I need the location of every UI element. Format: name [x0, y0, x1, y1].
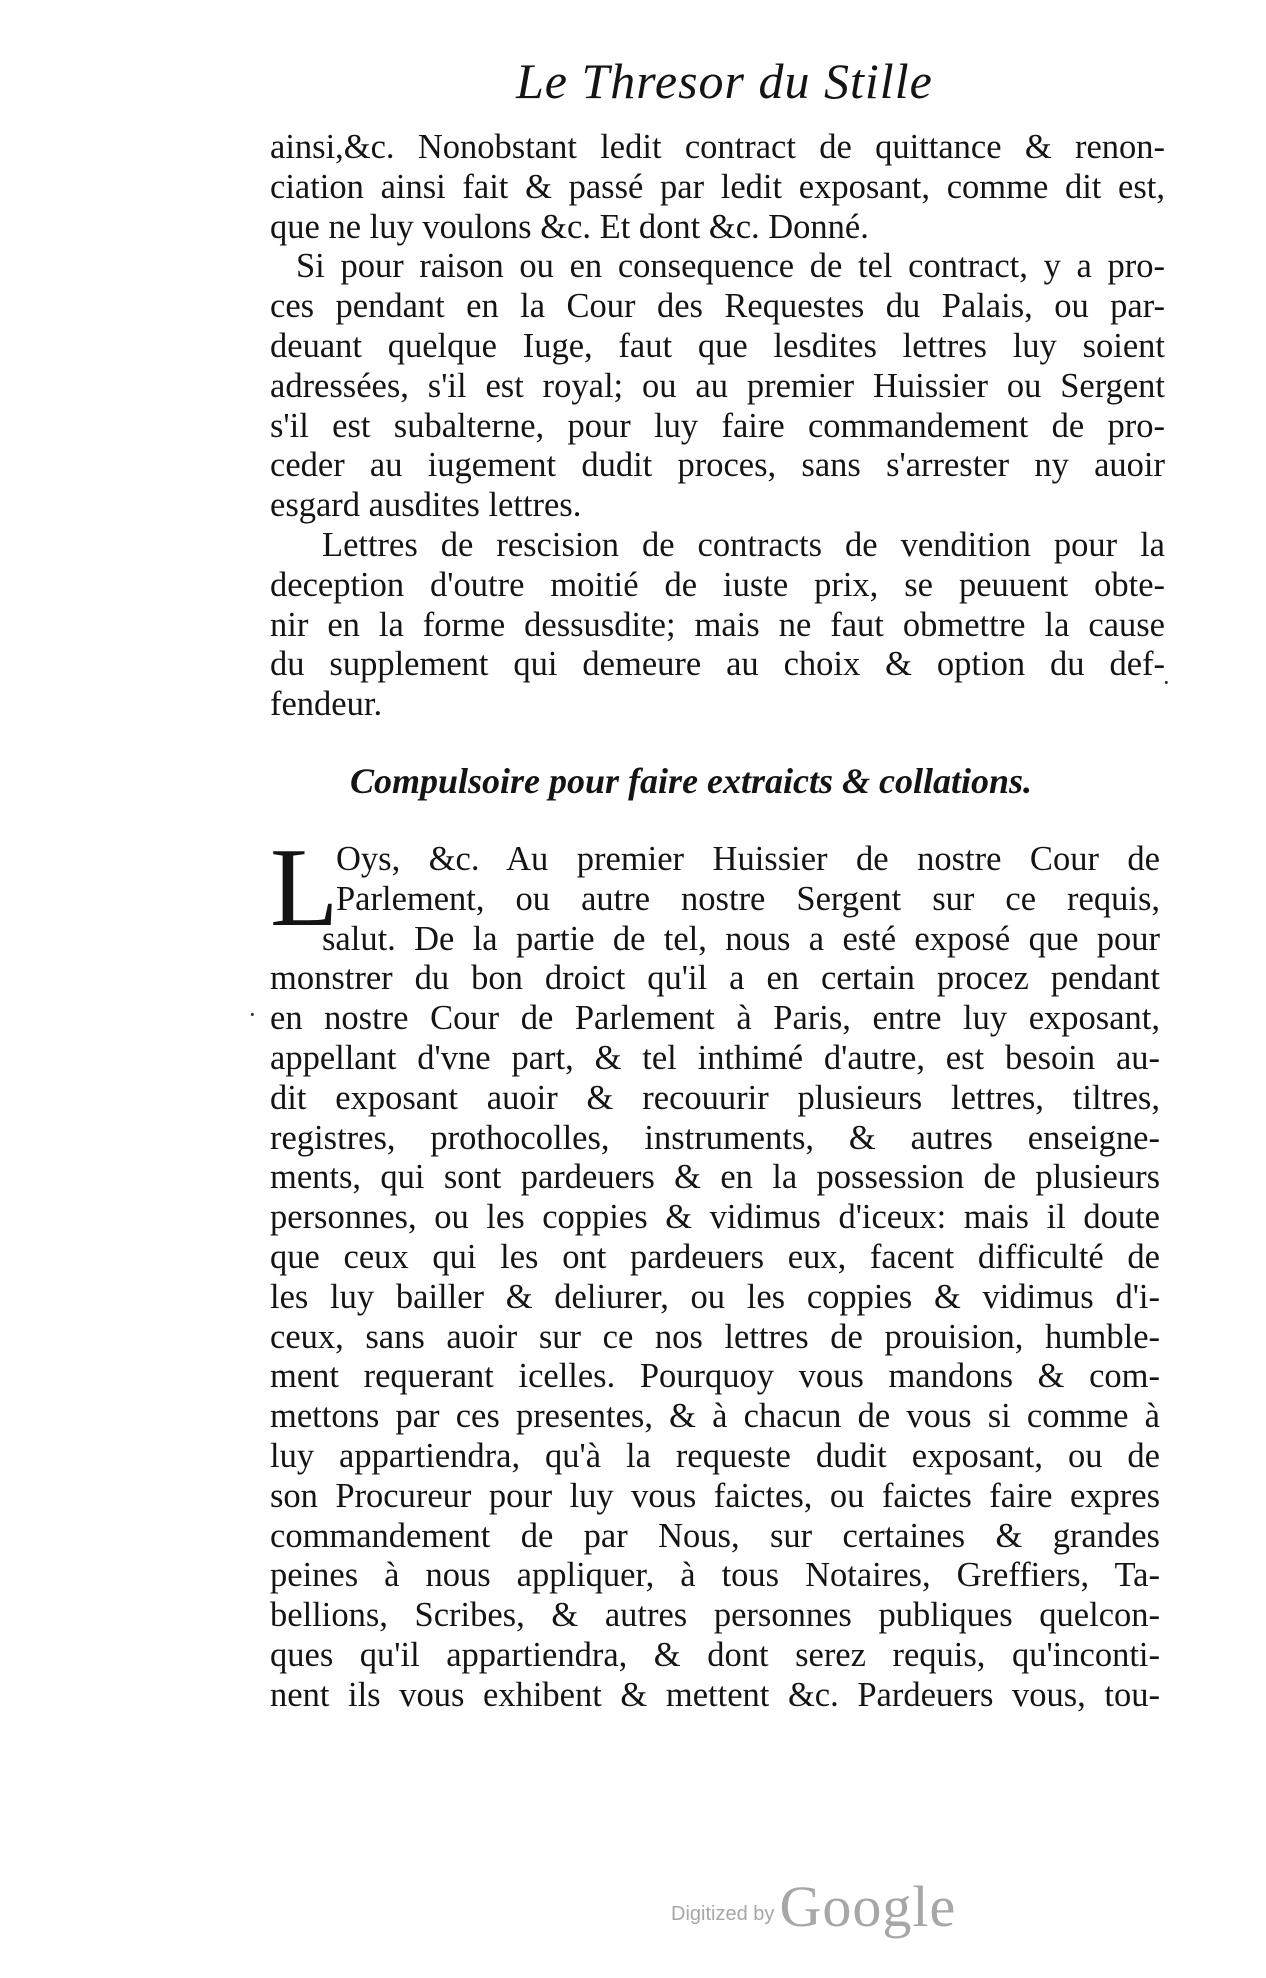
text-line: ment requerant icelles. Pourquoy vous mandons & com-	[270, 1357, 1160, 1396]
text-block-top	[270, 128, 1165, 725]
text-line: personnes, ou les coppies & vidimus d'iceux: mais il doute	[270, 1198, 1160, 1237]
running-head: Le Thresor du Stille	[516, 53, 933, 109]
text-line: luy appartiendra, qu'à la requeste dudit exposant, ou de	[270, 1436, 1160, 1475]
section-heading: Compulsoire pour faire extraicts & collations.	[350, 761, 1033, 801]
text-line: appellant d'vne part, & tel inthimé d'autre, est besoin au-	[270, 1038, 1160, 1077]
watermark-small-text: Digitized by	[671, 1903, 775, 1925]
text-line: son Procureur pour luy vous faictes, ou faictes faire expres	[270, 1476, 1160, 1515]
text-line: Parlement, ou autre nostre Sergent sur ce requis,	[336, 879, 1160, 918]
text-line: ques qu'il appartiendra, & dont serez requis, qu'inconti-	[270, 1635, 1160, 1674]
text-line: monstrer du bon droict qu'il a en certain procez pendant	[270, 959, 1160, 998]
text-line: adressées, s'il est royal; ou au premier Huissier ou Sergent	[270, 366, 1165, 405]
text-line: ces pendant en la Cour des Requestes du Palais, ou par-	[270, 287, 1165, 326]
text-line: nir en la forme dessusdite; mais ne faut obmettre la cause	[270, 605, 1165, 644]
text-line: salut. De la partie de tel, nous a esté exposé que pour	[322, 919, 1160, 958]
text-line: Oys, &c. Au premier Huissier de nostre Cour de	[336, 840, 1160, 878]
text-line: Si pour raison ou en consequence de tel contract, y a pro-	[296, 247, 1165, 286]
text-line: commandement de par Nous, sur certaines & grandes	[270, 1516, 1160, 1555]
text-line: bellions, Scribes, & autres personnes publiques quelcon-	[270, 1596, 1160, 1635]
text-block-main	[270, 826, 1160, 1716]
text-line: que ceux qui les ont pardeuers eux, facent difficulté de	[270, 1237, 1160, 1276]
text-line: les luy bailler & deliurer, ou les coppies & vidimus d'i-	[270, 1277, 1160, 1316]
text-line: esgard ausdites lettres.	[270, 486, 582, 525]
text-line: ciation ainsi fait & passé par ledit exposant, comme dit est,	[270, 167, 1165, 206]
text-line: ceder au iugement dudit proces, sans s'arrester ny auoir	[270, 446, 1165, 485]
text-line: dit exposant auoir & recouurir plusieurs lettres, tiltres,	[270, 1078, 1160, 1117]
text-line: s'il est subalterne, pour luy faire commandement de pro-	[270, 406, 1165, 445]
text-line: registres, prothocolles, instruments, & autres enseigne-	[270, 1118, 1160, 1157]
text-line: en nostre Cour de Parlement à Paris, entre luy exposant,	[270, 999, 1160, 1038]
margin-speck: ·	[248, 1000, 257, 1029]
text-line: ments, qui sont pardeuers & en la possession de plusieurs	[270, 1158, 1160, 1197]
text-line: ainsi,&c. Nonobstant ledit contract de quittance & renon-	[270, 128, 1165, 166]
text-line: nent ils vous exhibent & mettent &c. Pardeuers vous, tou-	[270, 1675, 1160, 1714]
text-line: fendeur.	[270, 685, 383, 724]
text-line: deuant quelque Iuge, faut que lesdites lettres luy soient	[270, 326, 1165, 365]
text-line: ceux, sans auoir sur ce nos lettres de prouision, humble-	[270, 1317, 1160, 1356]
drop-cap: L	[270, 826, 339, 950]
text-line: mettons par ces presentes, & à chacun de vous si comme à	[270, 1397, 1160, 1436]
google-logo: Google	[779, 1874, 957, 1939]
text-line: peines à nous appliquer, à tous Notaires, Greffiers, Ta-	[270, 1556, 1160, 1595]
text-line: que ne luy voulons &c. Et dont &c. Donné.	[270, 207, 869, 246]
text-line: Lettres de rescision de contracts de vendition pour la	[322, 525, 1165, 564]
margin-speck: ·	[1162, 668, 1171, 697]
text-line: du supplement qui demeure au choix & option du def-	[270, 645, 1165, 684]
digitized-watermark	[671, 1873, 956, 1940]
text-line: deception d'outre moitié de iuste prix, se peuuent obte-	[270, 565, 1165, 604]
